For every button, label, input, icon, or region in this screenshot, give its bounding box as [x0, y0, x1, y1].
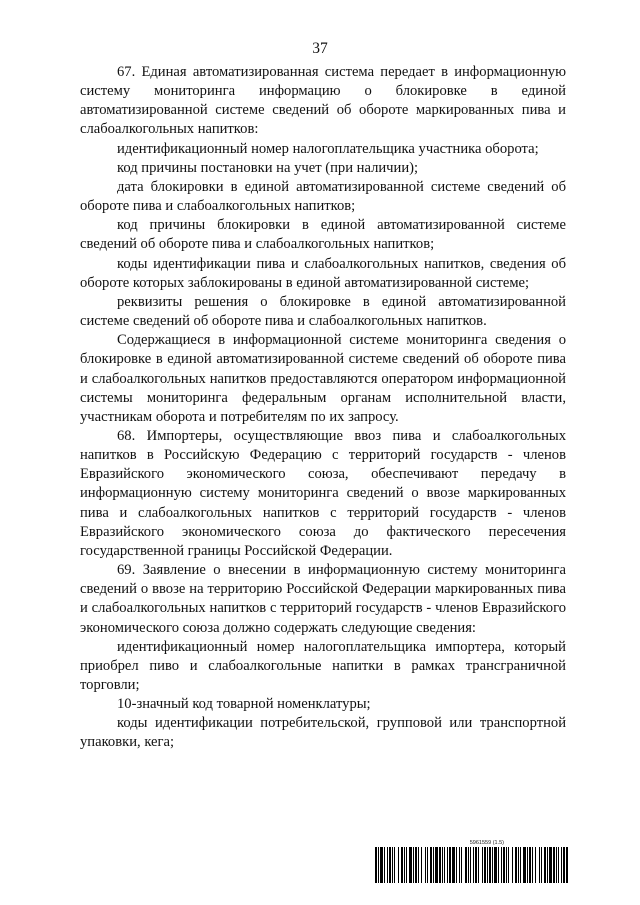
- list-item: дата блокировки в единой автоматизированной системе сведений об обороте пива и слабоалкогольных напитков;: [80, 178, 566, 215]
- list-item: 10-значный код товарной номенклатуры;: [117, 696, 371, 713]
- paragraph-68: 68. Импортеры, осуществляющие ввоз пива и слабоалкогольных напитков в Российскую Федерацию с территорий государств - членов Евразийского экономического союза, обеспечивают передачу в информационную систему мониторинга сведений о ввозе маркированных пива и слабоалкогольных напитков с территорий государств - членов Евразийского экономического союза до фактического пересечения государственной границы Российской Федерации.: [80, 427, 566, 559]
- document-body: [80, 63, 566, 753]
- list-item: идентификационный номер налогоплательщика участника оборота;: [117, 140, 539, 157]
- barcode-block: [375, 840, 568, 883]
- paragraph-69: 69. Заявление о внесении в информационную систему мониторинга сведений о ввозе на территорию Российской Федерации маркированных пива и слабоалкогольных напитков с территорий государств - членов Евразийского экономического союза должно содержать следующие сведения:: [80, 562, 566, 636]
- paragraph-text: Содержащиеся в информационной системе мониторинга сведения о блокировке в единой автоматизированной системе сведений об обороте пива и слабоалкогольных напитков предоставляются оператором информационной системы мониторинга федеральным органам исполнительной власти, участникам оборота и потребителям по их запросу.: [80, 332, 566, 425]
- list-item: коды идентификации пива и слабоалкогольных напитков, сведения об обороте которых заблокированы в единой автоматизированной системе;: [80, 255, 566, 291]
- list-item: реквизиты решения о блокировке в единой автоматизированной системе сведений об обороте пива и слабоалкогольных напитков.: [80, 293, 566, 330]
- list-item: код причины блокировки в единой автоматизированной системе сведений об обороте пива и слабоалкогольных напитков;: [80, 217, 566, 253]
- list-item: идентификационный номер налогоплательщика импортера, который приобрел пиво и слабоалкогольные напитки в рамках трансграничной торговли;: [80, 638, 566, 693]
- paragraph-67: 67. Единая автоматизированная система передает в информационную систему мониторинга информацию о блокировке в единой автоматизированной системе сведений об обороте маркированных пива и слабоалкогольных напитков:: [80, 64, 566, 138]
- list-item: код причины постановки на учет (при наличии);: [117, 159, 419, 176]
- barcode-icon: [375, 847, 568, 883]
- list-item: коды идентификации потребительской, групповой или транспортной упаковки, кега;: [80, 715, 566, 751]
- barcode-label: 5961559 (1.5): [469, 840, 504, 846]
- page-number: 37: [312, 40, 328, 57]
